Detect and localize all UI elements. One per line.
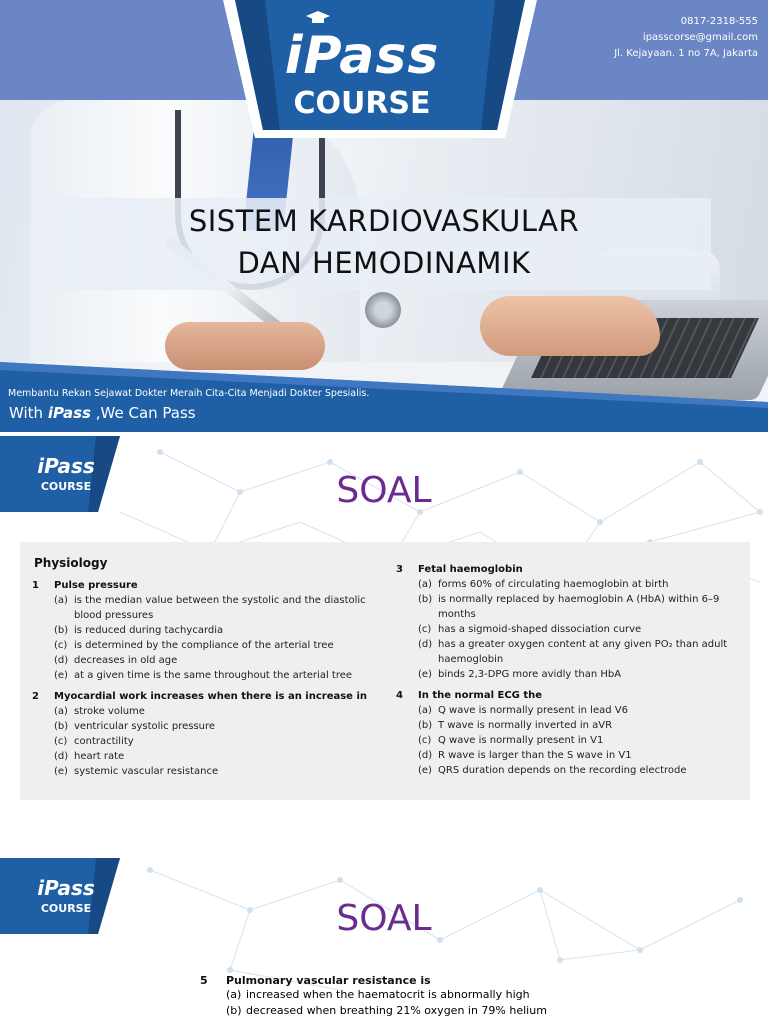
option-text: contractility	[74, 736, 134, 747]
option-letter: (a)	[226, 988, 242, 1001]
option	[396, 733, 736, 748]
option	[32, 704, 372, 719]
option-text: ventricular systolic pressure	[74, 721, 216, 732]
option	[396, 748, 736, 763]
question-stem: Myocardial work increases when there is an increase in	[54, 691, 367, 702]
option-text: has a greater oxygen content at any given PO₂ than adult haemoglobin	[438, 639, 728, 665]
option	[32, 734, 372, 749]
contact-info	[614, 14, 758, 62]
question-2	[32, 689, 372, 779]
doctor-right-hand	[480, 296, 660, 356]
option-letter: (c)	[54, 736, 68, 747]
option-letter: (e)	[54, 766, 68, 777]
option-letter: (a)	[418, 579, 432, 590]
question-number: 3	[396, 564, 403, 575]
option-letter: (e)	[418, 765, 432, 776]
cover-tagline: Membantu Rekan Sejawat Dokter Meraih Cita-Cita Menjadi Dokter Spesialis.	[8, 388, 370, 399]
option-letter: (b)	[418, 594, 433, 605]
option-text: decreased when breathing 21% oxygen in 79% helium	[246, 1004, 547, 1017]
option-text: Q wave is normally present in V1	[438, 735, 604, 746]
cover-slide	[0, 0, 768, 432]
question-number: 5	[200, 974, 208, 987]
option-letter: (a)	[418, 705, 432, 716]
question-number: 2	[32, 691, 39, 702]
question-stem: Fetal haemoglobin	[418, 564, 523, 575]
option	[396, 622, 736, 637]
question-4	[396, 688, 736, 778]
option	[396, 763, 736, 778]
option-letter: (d)	[54, 751, 69, 762]
option-letter: (e)	[418, 669, 432, 680]
option-text: decreases in old age	[74, 655, 178, 666]
question-slide-1	[0, 432, 768, 816]
slogan-prefix: With	[9, 404, 48, 422]
option-letter: (a)	[54, 706, 68, 717]
option	[32, 749, 372, 764]
question-number: 1	[32, 580, 39, 591]
option-text: increased when the haematocrit is abnormally high	[246, 988, 530, 1001]
option-letter: (c)	[418, 735, 432, 746]
graduation-cap-icon	[306, 11, 330, 25]
question-3	[396, 562, 736, 682]
option	[32, 719, 372, 734]
option	[32, 638, 372, 653]
question-5	[200, 974, 760, 1024]
option	[396, 703, 736, 718]
option-letter: (c)	[418, 624, 432, 635]
cover-slogan	[9, 404, 196, 422]
option	[200, 1003, 760, 1019]
option-text: QRS duration depends on the recording electrode	[438, 765, 687, 776]
question-panel	[20, 542, 750, 800]
option-text: at a given time is the same throughout the arterial tree	[74, 670, 353, 681]
contact-phone: 0817-2318-555	[680, 16, 758, 27]
stethoscope-head	[365, 292, 401, 328]
question-1	[32, 578, 372, 683]
question-column-left	[32, 578, 372, 785]
section-title: Physiology	[34, 556, 108, 570]
slide-heading: SOAL	[336, 470, 432, 511]
option-text: Q wave is normally present in lead V6	[438, 705, 628, 716]
option-text: is the median value between the systolic and the diastolic blood pressures	[74, 595, 366, 621]
option-text: heart rate	[74, 751, 125, 762]
cover-title-line-1: SISTEM KARDIOVASKULAR	[188, 204, 580, 238]
option	[396, 577, 736, 592]
option	[32, 623, 372, 638]
slogan-suffix: ,We Can Pass	[90, 404, 196, 422]
cover-title-line-2: DAN HEMODINAMIK	[237, 246, 531, 280]
option	[32, 668, 372, 683]
question-column-right	[396, 562, 736, 784]
option-text: forms 60% of circulating haemoglobin at birth	[438, 579, 669, 590]
contact-address: Jl. Kejayaan. 1 no 7A, Jakarta	[614, 48, 758, 59]
option-letter: (d)	[418, 639, 433, 650]
option-text: systemic vascular resistance	[74, 766, 219, 777]
option-letter: (e)	[54, 670, 68, 681]
slide-heading: SOAL	[336, 898, 432, 939]
option-text: is normally replaced by haemoglobin A (HbA) within 6–9 months	[438, 594, 720, 620]
option-letter: (a)	[54, 595, 68, 606]
option	[32, 593, 372, 623]
option-text: has a sigmoid-shaped dissociation curve	[438, 624, 642, 635]
option-text: stroke volume	[74, 706, 145, 717]
mini-logo-ipass: iPass	[37, 876, 95, 900]
option-letter: (c)	[54, 640, 68, 651]
option	[396, 718, 736, 733]
question-number: 4	[396, 690, 403, 701]
option	[200, 987, 760, 1003]
option-text: binds 2,3-DPG more avidly than HbA	[438, 669, 622, 680]
option-letter: (b)	[54, 721, 69, 732]
question-stem: In the normal ECG the	[418, 690, 543, 701]
option	[396, 667, 736, 682]
option-letter: (b)	[54, 625, 69, 636]
option-text: R wave is larger than the S wave in V1	[438, 750, 632, 761]
option-letter: (d)	[418, 750, 433, 761]
mini-logo-course: COURSE	[40, 480, 92, 493]
mini-logo-course: COURSE	[40, 902, 92, 915]
brand-logo-ipass: iPass	[284, 26, 440, 86]
option	[396, 637, 736, 667]
option	[396, 592, 736, 622]
question-stem: Pulse pressure	[54, 580, 138, 591]
slogan-brand: iPass	[47, 404, 91, 422]
option-letter: (d)	[54, 655, 69, 666]
option-letter: (b)	[418, 720, 433, 731]
option-text: T wave is normally inverted in aVR	[438, 720, 613, 731]
contact-email: ipasscorse@gmail.com	[642, 32, 758, 43]
option-text: is determined by the compliance of the arterial tree	[74, 640, 334, 651]
mini-logo-ipass: iPass	[37, 454, 95, 478]
cover-title-box	[57, 198, 711, 290]
brand-logo-course: COURSE	[293, 86, 431, 121]
option	[32, 764, 372, 779]
question-slide-2	[0, 840, 768, 1024]
option-letter: (b)	[226, 1004, 242, 1017]
option	[32, 653, 372, 668]
option-text: is reduced during tachycardia	[74, 625, 224, 636]
question-stem: Pulmonary vascular resistance is	[226, 974, 431, 987]
